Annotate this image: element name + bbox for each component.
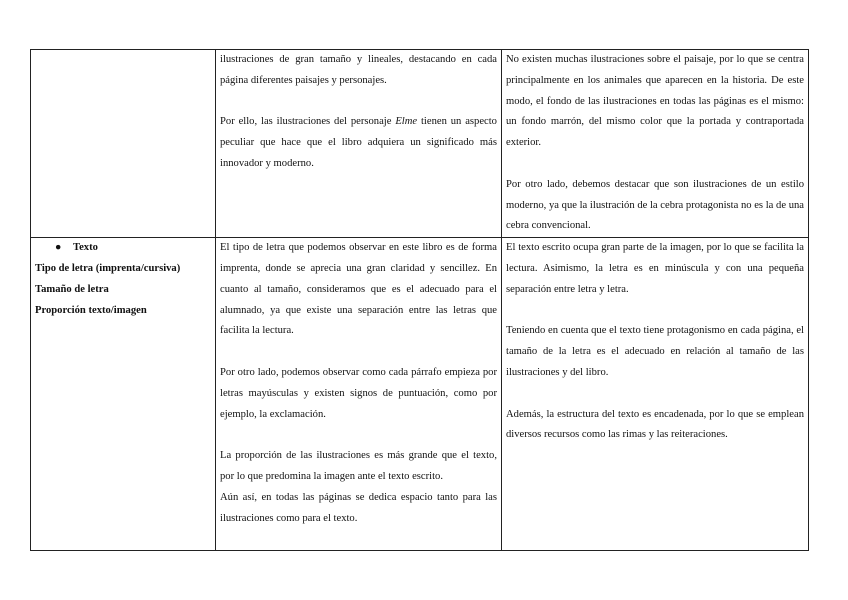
analysis-cell (502, 238, 809, 551)
paragraph: No existen muchas ilustraciones sobre el paisaje, por lo que se centra principalmente en los animales que aparecen en la historia. De este modo, el fondo de las ilustraciones en todas las páginas es el mismo: un fondo marrón, del mismo color que la portada y contraportada exterior. (506, 54, 804, 149)
paragraph: Por otro lado, podemos observar como cada párrafo empieza por letras mayúsculas y existen signos de puntuación, como por ejemplo, la exclamación. (220, 366, 497, 420)
paragraph-spacer (220, 92, 497, 113)
paragraph-spacer (220, 342, 497, 363)
paragraph: Además, la estructura del texto es encadenada, por lo que se emplean diversos recursos como las rimas y las reiteraciones. (506, 408, 804, 441)
criteria-cell (31, 50, 216, 238)
paragraph-spacer (506, 384, 804, 405)
paragraph: Aún así, en todas las páginas se dedica espacio tanto para las ilustraciones como para el texto. (220, 491, 497, 524)
character-name: Elme (395, 116, 418, 128)
paragraph-spacer (220, 425, 497, 446)
description-cell (216, 238, 502, 551)
paragraph: ilustraciones de gran tamaño y lineales, destacando en cada página diferentes paisajes y personajes. (220, 54, 497, 86)
paragraph: La proporción de las ilustraciones es más grande que el texto, por lo que predomina la imagen ante el texto escrito. (220, 450, 497, 482)
criteria-item: Tamaño de letra (35, 283, 109, 295)
paragraph: El texto escrito ocupa gran parte de la imagen, por lo que se facilita la lectura. Asimismo, la letra es en minúscula y con una pequeña separación entre letra y letra. (506, 242, 804, 295)
paragraph-spacer (506, 154, 804, 175)
criteria-item: Proporción texto/imagen (35, 304, 147, 316)
criteria-item: Tipo de letra (imprenta/cursiva) (35, 262, 181, 274)
analysis-cell (502, 50, 809, 238)
paragraph: Por otro lado, debemos destacar que son ilustraciones de un estilo moderno, ya que la ilustración de la cebra protagonista no es la de una cebra convencional. (506, 178, 804, 232)
paragraph: El tipo de letra que podemos observar en este libro es de forma imprenta, donde se aprecia una gran claridad y sencillez. En cuanto al tamaño, consideramos que es el adecuado para el alumnado, ya que existe una separación entre las letras que facilita la lectura. (220, 242, 497, 337)
table-row-text (31, 238, 809, 551)
analysis-table (30, 49, 809, 551)
paragraph-text: tienen un aspecto peculiar que hace que el libro adquiera un significado más innovador y moderno. (220, 116, 497, 169)
paragraph: Teniendo en cuenta que el texto tiene protagonismo en cada página, el tamaño de la letra es el adecuado en relación al tamaño de las ilustraciones y del libro. (506, 325, 804, 378)
table-row-illustrations (31, 50, 809, 238)
paragraph (220, 112, 497, 174)
description-cell (216, 50, 502, 238)
criteria-cell (31, 238, 216, 551)
section-heading (35, 238, 211, 259)
bullet-icon: ● (55, 242, 62, 254)
paragraph-text: Por ello, las ilustraciones del personaje (220, 116, 396, 128)
section-title: Texto (73, 242, 98, 254)
paragraph-spacer (506, 301, 804, 322)
